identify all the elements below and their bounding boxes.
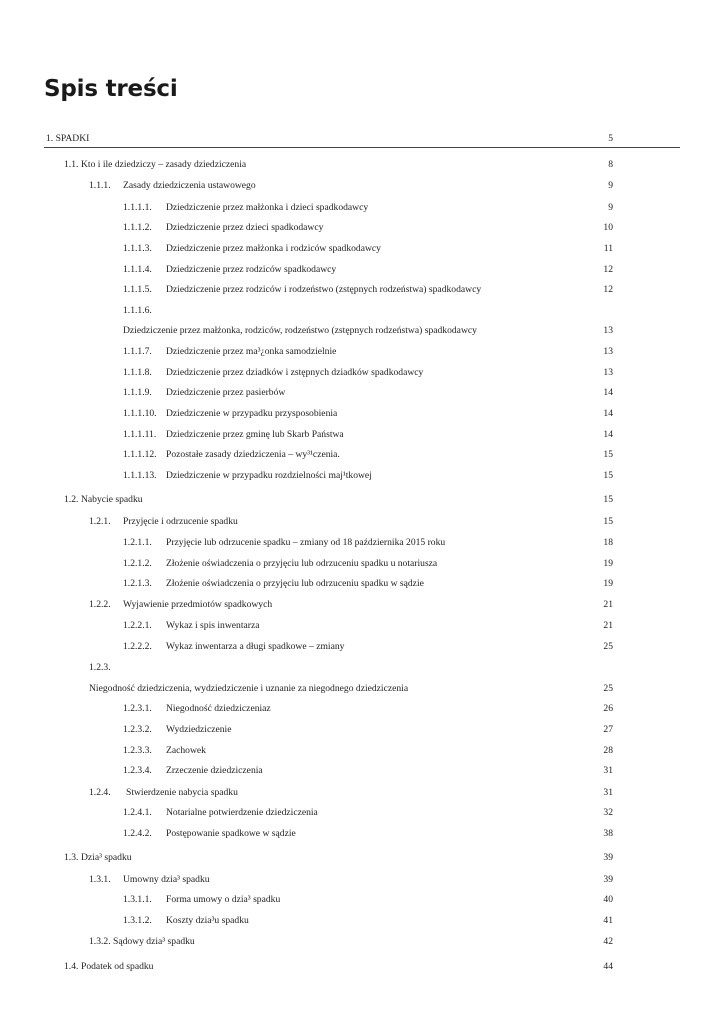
toc-entry-title: Forma umowy o dzia³ spadku — [166, 894, 281, 905]
toc-entry-title: Dziedziczenie przez pasierbów — [166, 387, 286, 398]
toc-entry-level-4[interactable] — [0, 303, 725, 319]
toc-entry-title: Wykaz inwentarza a długi spadkowe – zmiany — [166, 641, 345, 652]
toc-entry-number: 1.1.1.2. — [123, 222, 152, 233]
toc-entry-page: 39 — [603, 874, 613, 885]
toc-entry-page: 39 — [603, 852, 613, 863]
toc-entry-level-4[interactable] — [0, 892, 725, 908]
toc-entry-level-4[interactable] — [0, 220, 725, 236]
toc-entry-level-4[interactable] — [0, 722, 725, 738]
toc-entry-number: 1.1.1.11. — [123, 429, 157, 440]
toc-entry-title: Pozostałe zasady dziedziczenia – wy³¹czenia. — [166, 449, 340, 460]
toc-entry-title: Dziedziczenie przez małżonka, rodziców, rodzeństwo (zstępnych rodzeństwa) spadkodawcy — [123, 325, 477, 336]
toc-entry-level-4[interactable] — [0, 535, 725, 551]
toc-entry-title: Dziedziczenie w przypadku rozdzielności maj¹tkowej — [166, 470, 372, 481]
toc-entry-title: Zachowek — [166, 745, 206, 756]
toc-entry-number: 1.3.1. — [89, 874, 111, 885]
toc-entry-title: Dziedziczenie przez rodziców i rodzeństwo (zstępnych rodzeństwa) spadkodawcy — [166, 284, 482, 295]
toc-entry-title: Dziedziczenie przez gminę lub Skarb Państwa — [166, 429, 344, 440]
toc-entry-title: Przyjęcie lub odrzucenie spadku – zmiany od 18 października 2015 roku — [166, 537, 446, 548]
toc-entry-number: 1.3.1.2. — [123, 915, 152, 926]
toc-entry-level-4[interactable] — [0, 406, 725, 422]
toc-entry-number: 1. SPADKI — [46, 133, 90, 144]
toc-entry-level-4[interactable] — [0, 701, 725, 717]
toc-entry-title: Dziedziczenie przez dziadków i zstępnych dziadków spadkodawcy — [166, 367, 424, 378]
toc-entry-number: 1.2.3. — [89, 662, 111, 673]
toc-entry-title: Nabycie spadku — [81, 494, 143, 505]
toc-entry-title: Stwierdzenie nabycia spadku — [126, 787, 238, 798]
toc-entry-number: 1.2.3.1. — [123, 703, 152, 714]
toc-entry-level-4[interactable] — [0, 447, 725, 463]
toc-entry-level-4[interactable] — [0, 344, 725, 360]
toc-entry-page: 15 — [603, 516, 613, 527]
toc-entry-level-4[interactable] — [0, 913, 725, 929]
toc-entry-page: 27 — [603, 724, 613, 735]
toc-entry-level-4[interactable] — [0, 576, 725, 592]
toc-entry-number: 1.2.1.3. — [123, 578, 152, 589]
toc-entry-level-2[interactable] — [0, 157, 725, 173]
toc-entry-page: 19 — [603, 578, 613, 589]
toc-entry-level-4[interactable] — [0, 282, 725, 298]
toc-entry-number: 1.2. — [64, 494, 79, 505]
toc-entry-page: 12 — [603, 264, 613, 275]
toc-entry-number: 1.3.1.1. — [123, 894, 152, 905]
toc-entry-page: 13 — [603, 367, 613, 378]
toc-entry-number: 1.2.4.1. — [123, 807, 152, 818]
toc-entry-title: Zasady dziedziczenia ustawowego — [123, 180, 256, 191]
toc-entry-title: Zrzeczenie dziedziczenia — [166, 765, 263, 776]
toc-entry-number: 1.2.2.2. — [123, 641, 152, 652]
toc-entry-number: 1.1.1.12. — [123, 449, 157, 460]
toc-entry-level-4[interactable] — [0, 200, 725, 216]
toc-entry-page: 31 — [603, 765, 613, 776]
toc-entry-page: 8 — [608, 159, 613, 170]
toc-entry-title: Dzia³ spadku — [81, 852, 132, 863]
toc-entry-title: Złożenie oświadczenia o przyjęciu lub odrzuceniu spadku w sądzie — [166, 578, 424, 589]
page-title: Spis treści — [44, 76, 178, 102]
toc-entry-number: 1.1.1.1. — [123, 202, 152, 213]
toc-entry-number: 1.1.1.7. — [123, 346, 152, 357]
toc-entry-page: 11 — [603, 243, 613, 254]
toc-entry-page: 41 — [603, 915, 613, 926]
toc-entry-page: 31 — [603, 787, 613, 798]
toc-entry-number: 1.2.2. — [89, 599, 111, 610]
toc-entry-number: 1.1.1.8. — [123, 367, 152, 378]
toc-entry-level-4[interactable] — [0, 385, 725, 401]
toc-entry-title: Dziedziczenie przez dzieci spadkodawcy — [166, 222, 324, 233]
toc-entry-continuation[interactable] — [0, 681, 725, 697]
toc-entry-number: 1.1.1.13. — [123, 470, 157, 481]
toc-entry-page: 15 — [603, 449, 613, 460]
toc-entry-level-4[interactable] — [0, 427, 725, 443]
toc-entry-number: 1.2.1. — [89, 516, 111, 527]
toc-entry-title: Podatek od spadku — [81, 961, 154, 972]
toc-entry-number: 1.1.1.5. — [123, 284, 152, 295]
toc-entry-number: 1.1. — [64, 159, 79, 170]
toc-entry-number: 1.1.1.9. — [123, 387, 152, 398]
toc-entry-page: 14 — [603, 429, 613, 440]
toc-entry-number: 1.2.3.4. — [123, 765, 152, 776]
toc-entry-number: 1.2.1.1. — [123, 537, 152, 548]
toc-entry-number: 1.2.1.2. — [123, 558, 152, 569]
toc-entry-level-4[interactable] — [0, 262, 725, 278]
toc-entry-level-4[interactable] — [0, 241, 725, 257]
toc-entry-title: Notarialne potwierdzenie dziedziczenia — [166, 807, 318, 818]
toc-entry-page: 25 — [603, 641, 613, 652]
toc-entry-title: Dziedziczenie przez małżonka i rodziców spadkodawcy — [166, 243, 381, 254]
toc-entry-page: 21 — [603, 599, 613, 610]
toc-entry-title: Kto i ile dziedziczy – zasady dziedziczenia — [81, 159, 247, 170]
toc-entry-title: Niegodność dziedziczenia, wydziedziczenie i uznanie za niegodnego dziedziczenia — [89, 683, 409, 694]
toc-entry-page: 13 — [603, 346, 613, 357]
toc-entry-title: Złożenie oświadczenia o przyjęciu lub odrzuceniu spadku u notariusza — [166, 558, 438, 569]
toc-entry-number: 1.1.1.10. — [123, 408, 157, 419]
toc-entry-page: 10 — [603, 222, 613, 233]
toc-entry-page: 38 — [603, 828, 613, 839]
toc-entry-title: Dziedziczenie przez ma³¿onka samodzielnie — [166, 346, 337, 357]
toc-entry-level-4[interactable] — [0, 618, 725, 634]
toc-entry-page: 32 — [603, 807, 613, 818]
toc-entry-title: Dziedziczenie w przypadku przysposobienia — [166, 408, 338, 419]
toc-entry-title: Przyjęcie i odrzucenie spadku — [123, 516, 238, 527]
toc-entry-level-4[interactable] — [0, 556, 725, 572]
toc-entry-number: 1.2.3.2. — [123, 724, 152, 735]
toc-entry-page: 9 — [608, 180, 613, 191]
toc-entry-page: 14 — [603, 387, 613, 398]
toc-entry-level-2[interactable] — [0, 492, 725, 508]
toc-entry-level-4[interactable] — [0, 805, 725, 821]
toc-entry-page: 15 — [603, 470, 613, 481]
toc-entry-number: 1.3. — [64, 852, 79, 863]
toc-entry-title: Umowny dzia³ spadku — [123, 874, 210, 885]
toc-entry-page: 18 — [603, 537, 613, 548]
toc-entry-page: 5 — [608, 133, 613, 144]
toc-entry-title: Wykaz i spis inwentarza — [166, 620, 260, 631]
toc-entry-number: 1.2.4.2. — [123, 828, 152, 839]
toc-entry-page: 9 — [608, 202, 613, 213]
toc-entry-continuation[interactable] — [0, 323, 725, 339]
toc-entry-page: 15 — [603, 494, 613, 505]
toc-entry-page: 26 — [603, 703, 613, 714]
toc-entry-level-4[interactable] — [0, 763, 725, 779]
toc-entry-page: 44 — [603, 961, 613, 972]
toc-entry-level-4[interactable] — [0, 365, 725, 381]
toc-entry-level-3[interactable] — [0, 514, 725, 530]
toc-entry-page: 13 — [603, 325, 613, 336]
toc-entry-level-3[interactable] — [0, 934, 725, 950]
toc-entry-level-4[interactable] — [0, 639, 725, 655]
toc-entry-level-3[interactable] — [0, 785, 725, 801]
toc-entry-page: 28 — [603, 745, 613, 756]
toc-entry-number: 1.2.3.3. — [123, 745, 152, 756]
toc-entry-page: 21 — [603, 620, 613, 631]
toc-entry-level-2[interactable] — [0, 850, 725, 866]
toc-entry-number: 1.2.4. — [89, 787, 111, 798]
toc-entry-page: 19 — [603, 558, 613, 569]
toc-entry-title: Postępowanie spadkowe w sądzie — [166, 828, 296, 839]
toc-entry-title: Niegodność dziedziczeniaz — [166, 703, 271, 714]
toc-entry-level-3[interactable] — [0, 660, 725, 676]
toc-entry-level-2[interactable] — [0, 959, 725, 975]
toc-entry-title: Dziedziczenie przez małżonka i dzieci spadkodawcy — [166, 202, 369, 213]
toc-entry-number: 1.4. — [64, 961, 79, 972]
toc-entry-level-4[interactable] — [0, 743, 725, 759]
toc-entry-level-3[interactable] — [0, 597, 725, 613]
divider-line — [44, 147, 680, 148]
toc-entry-title: Dziedziczenie przez rodziców spadkodawcy — [166, 264, 337, 275]
toc-entry-page: 14 — [603, 408, 613, 419]
toc-entry-page: 25 — [603, 683, 613, 694]
toc-entry-number: 1.1.1. — [89, 180, 111, 191]
toc-entry-level-4[interactable] — [0, 826, 725, 842]
toc-entry-title: Wyjawienie przedmiotów spadkowych — [123, 599, 273, 610]
toc-entry-title: 1.3.2. Sądowy dzia³ spadku — [89, 936, 195, 947]
toc-entry-number: 1.1.1.4. — [123, 264, 152, 275]
toc-entry-title: Wydziedziczenie — [166, 724, 232, 735]
toc-entry-number: 1.2.2.1. — [123, 620, 152, 631]
toc-entry-page: 12 — [603, 284, 613, 295]
toc-entry-number: 1.1.1.3. — [123, 243, 152, 254]
toc-entry-level-3[interactable] — [0, 178, 725, 194]
toc-entry-number: 1.1.1.6. — [123, 305, 152, 316]
toc-entry-title: Koszty dzia³u spadku — [166, 915, 249, 926]
toc-entry-level-3[interactable] — [0, 872, 725, 888]
toc-entry-page: 42 — [603, 936, 613, 947]
toc-entry-level-4[interactable] — [0, 468, 725, 484]
toc-entry-page: 40 — [603, 894, 613, 905]
toc-entry-level-1[interactable] — [0, 131, 725, 147]
